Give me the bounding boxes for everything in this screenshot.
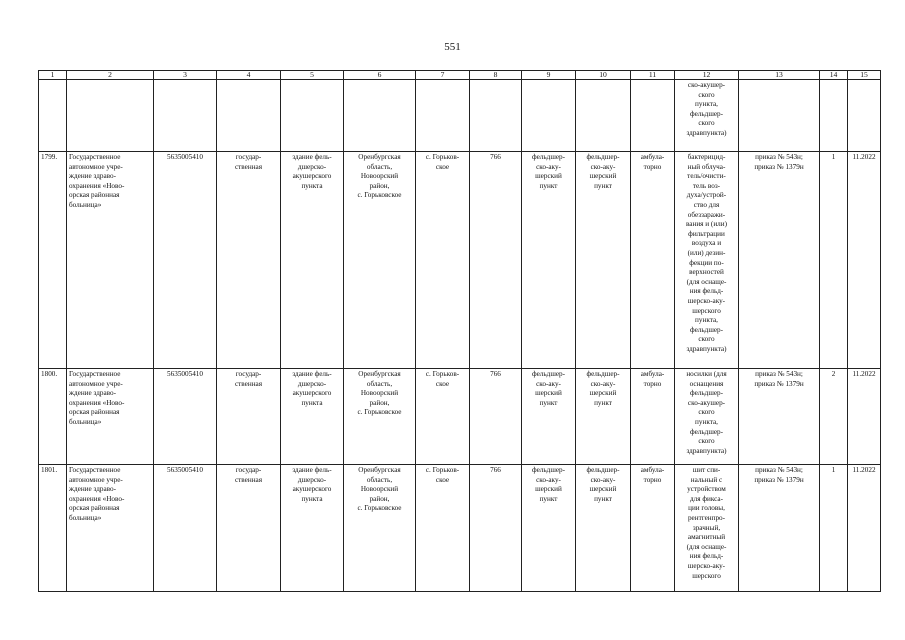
column-header: 14	[820, 71, 848, 80]
settlement-cell: с. Горьков- ское	[416, 465, 470, 592]
address-cell: Оренбургская область, Новоорский район, с. Горьковское	[344, 465, 416, 592]
column-header: 5	[281, 71, 344, 80]
column-number-row	[39, 71, 881, 80]
row-number: 1799.	[39, 152, 67, 369]
building-cell: здание фель- дшерско- акушерского пункта	[281, 369, 344, 465]
date-cell: 11.2022	[848, 369, 881, 465]
code-cell: 766	[470, 369, 522, 465]
column-header: 7	[416, 71, 470, 80]
continuation-row	[39, 80, 881, 152]
equipment-cell: шит спи- нальный с устройством для фикса- ции головы, рентгенпро- зрачный, амагнитный (для оснаще- ния фельд- шерско-аку- шерского	[675, 465, 739, 592]
column-header: 11	[631, 71, 675, 80]
unit-type-cell: фельдшер- ско-аку- шерский пункт	[576, 152, 631, 369]
order-cell: приказ № 543н; приказ № 1379н	[739, 369, 820, 465]
column-header: 13	[739, 71, 820, 80]
table-row	[39, 152, 881, 369]
ownership-cell: государ- ственная	[217, 369, 281, 465]
unit-cell: фельдшер- ско-аку- шерский пункт	[522, 465, 576, 592]
column-header: 9	[522, 71, 576, 80]
column-header: 3	[154, 71, 217, 80]
column-header: 1	[39, 71, 67, 80]
table-row	[39, 465, 881, 592]
table-row	[39, 369, 881, 465]
inn-cell: 5635005410	[154, 152, 217, 369]
quantity-cell: 1	[820, 465, 848, 592]
equipment-cell: бактерицид- ный облуча- тель/очисти- тель воз- духа/устрой- ство для обеззаражи- вания и (или) фильтрации воздуха и (или) дезин- фекции по- верхностей (для оснаще- ния фельд- шерско-аку- шерского пункта, фельдшер- ского здравпункта)	[675, 152, 739, 369]
unit-type-cell: фельдшер- ско-аку- шерский пункт	[576, 369, 631, 465]
address-cell: Оренбургская область, Новоорский район, с. Горьковское	[344, 152, 416, 369]
care-cell: амбула- торно	[631, 369, 675, 465]
organization-cell: Государственное автономное учре- ждение здраво- охранения «Ново- орская районная больница»	[67, 152, 154, 369]
quantity-cell: 1	[820, 152, 848, 369]
date-cell: 11.2022	[848, 465, 881, 592]
code-cell: 766	[470, 152, 522, 369]
care-cell: амбула- торно	[631, 152, 675, 369]
inn-cell: 5635005410	[154, 465, 217, 592]
row-number: 1801.	[39, 465, 67, 592]
address-cell: Оренбургская область, Новоорский район, с. Горьковское	[344, 369, 416, 465]
code-cell: 766	[470, 465, 522, 592]
date-cell: 11.2022	[848, 152, 881, 369]
inn-cell: 5635005410	[154, 369, 217, 465]
organization-cell: Государственное автономное учре- ждение здраво- охранения «Ново- орская районная больница»	[67, 465, 154, 592]
unit-type-cell: фельдшер- ско-аку- шерский пункт	[576, 465, 631, 592]
ownership-cell: государ- ственная	[217, 152, 281, 369]
column-header: 10	[576, 71, 631, 80]
column-header: 12	[675, 71, 739, 80]
care-cell: амбула- торно	[631, 465, 675, 592]
equipment-cell: носилки (для оснащения фельдшер- ско-акушер- ского пункта, фельдшер- ского здравпункта)	[675, 369, 739, 465]
column-header: 8	[470, 71, 522, 80]
column-header: 15	[848, 71, 881, 80]
page-number: 551	[444, 41, 461, 53]
equipment-cell: ско-акушер- ского пункта, фельдшер- ского здравпункта)	[675, 80, 739, 152]
settlement-cell: с. Горьков- ское	[416, 152, 470, 369]
settlement-cell: с. Горьков- ское	[416, 369, 470, 465]
ownership-cell: государ- ственная	[217, 465, 281, 592]
column-header: 6	[344, 71, 416, 80]
order-cell: приказ № 543н; приказ № 1379н	[739, 465, 820, 592]
register-table	[38, 70, 881, 592]
column-header: 2	[67, 71, 154, 80]
building-cell: здание фель- дшерско- акушерского пункта	[281, 465, 344, 592]
order-cell: приказ № 543н; приказ № 1379н	[739, 152, 820, 369]
unit-cell: фельдшер- ско-аку- шерский пункт	[522, 369, 576, 465]
quantity-cell: 2	[820, 369, 848, 465]
column-header: 4	[217, 71, 281, 80]
building-cell: здание фель- дшерско- акушерского пункта	[281, 152, 344, 369]
row-number: 1800.	[39, 369, 67, 465]
organization-cell: Государственное автономное учре- ждение здраво- охранения «Ново- орская районная больница»	[67, 369, 154, 465]
unit-cell: фельдшер- ско-аку- шерский пункт	[522, 152, 576, 369]
